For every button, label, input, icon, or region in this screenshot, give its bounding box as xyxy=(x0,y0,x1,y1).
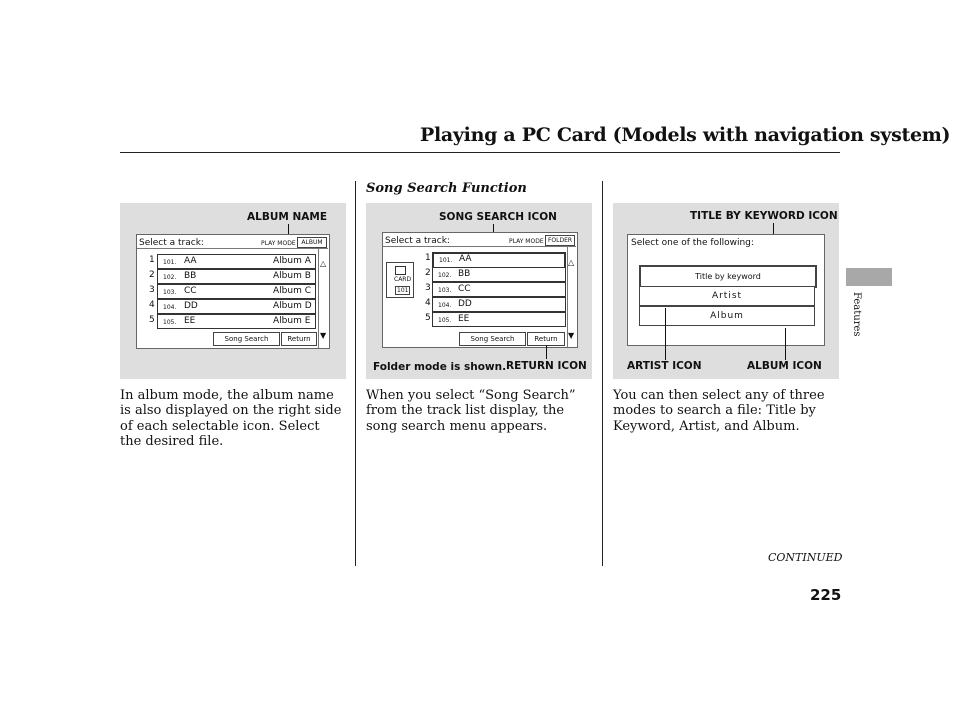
album-name: Album D xyxy=(273,301,312,311)
play-mode-folder-button[interactable]: FOLDER xyxy=(545,235,575,246)
card-label: CARD xyxy=(394,276,412,283)
title-by-keyword-option[interactable]: Title by keyword xyxy=(639,265,817,288)
scroll-down-icon[interactable]: ▼ xyxy=(568,331,575,340)
row-number: 3 xyxy=(425,283,431,293)
track-list-screen xyxy=(136,234,330,349)
row-number: 2 xyxy=(425,268,431,278)
track-row[interactable] xyxy=(157,314,316,329)
track-name: CC xyxy=(184,286,197,296)
track-code: 102. xyxy=(163,274,177,281)
track-code: 101. xyxy=(163,259,177,266)
track-row[interactable] xyxy=(157,269,316,284)
select-track-prompt: Select a track: xyxy=(139,238,204,248)
return-icon-callout: RETURN ICON xyxy=(506,360,587,372)
row-number: 1 xyxy=(149,255,155,265)
features-side-tab xyxy=(846,268,892,286)
features-side-label: Features xyxy=(851,292,862,337)
song-search-icon-callout: SONG SEARCH ICON xyxy=(439,211,557,223)
folder-mode-note: Folder mode is shown. xyxy=(373,361,507,373)
return-button[interactable]: Return xyxy=(527,332,565,346)
scroll-down-icon[interactable]: ▼ xyxy=(320,331,327,340)
track-row[interactable] xyxy=(432,267,566,282)
continued-note: CONTINUED xyxy=(768,551,843,564)
row-number: 5 xyxy=(149,315,155,325)
artist-icon-arrow xyxy=(665,308,666,360)
header-rule xyxy=(137,248,328,249)
column-divider-left xyxy=(355,181,356,566)
track-name: EE xyxy=(184,316,196,326)
scrollbar-track xyxy=(318,248,319,348)
title-divider xyxy=(120,152,840,153)
artist-icon-callout: ARTIST ICON xyxy=(627,360,702,372)
play-mode-label: PLAY MODE xyxy=(509,238,544,245)
track-code: 104. xyxy=(163,304,177,311)
album-mode-figure xyxy=(120,203,346,379)
album-icon-callout: ALBUM ICON xyxy=(747,360,822,372)
track-name: AA xyxy=(459,254,472,264)
row-number: 2 xyxy=(149,270,155,280)
track-code: 105. xyxy=(438,317,452,324)
folder-track-screen xyxy=(382,232,578,348)
select-option-prompt: Select one of the following: xyxy=(631,238,754,248)
track-row[interactable] xyxy=(157,254,316,269)
track-code: 105. xyxy=(163,319,177,326)
album-name-callout: ALBUM NAME xyxy=(247,211,327,223)
row-number: 4 xyxy=(149,300,155,310)
return-button[interactable]: Return xyxy=(281,332,317,346)
song-search-button[interactable]: Song Search xyxy=(459,332,526,346)
track-name: BB xyxy=(458,269,471,279)
title-by-keyword-callout: TITLE BY KEYWORD ICON xyxy=(690,210,838,222)
scroll-up-icon[interactable]: △ xyxy=(320,259,327,268)
track-name: AA xyxy=(184,256,197,266)
section-heading: Song Search Function xyxy=(366,181,527,196)
row-number: 1 xyxy=(425,253,431,263)
track-name: EE xyxy=(458,314,470,324)
search-options-screen xyxy=(627,234,825,346)
row-number: 5 xyxy=(425,313,431,323)
track-row[interactable] xyxy=(157,299,316,314)
track-row[interactable] xyxy=(432,312,566,327)
page-title: Playing a PC Card (Models with navigation system) xyxy=(420,124,951,146)
scroll-up-icon[interactable]: △ xyxy=(568,258,575,267)
song-search-button[interactable]: Song Search xyxy=(213,332,280,346)
album-name: Album E xyxy=(273,316,311,326)
folder-card-icon[interactable] xyxy=(386,262,414,298)
track-code: 103. xyxy=(438,287,452,294)
track-code: 101. xyxy=(439,257,453,264)
play-mode-label: PLAY MODE xyxy=(261,240,296,247)
song-search-caption: When you select “Song Search” from the track list display, the song search menu appears. xyxy=(366,388,576,434)
artist-option[interactable]: Artist xyxy=(639,286,815,306)
page-number: 225 xyxy=(810,586,842,604)
album-name: Album A xyxy=(273,256,311,266)
play-mode-album-button[interactable]: ALBUM xyxy=(297,237,327,248)
track-code: 103. xyxy=(163,289,177,296)
row-number: 4 xyxy=(425,298,431,308)
track-row[interactable] xyxy=(432,282,566,297)
track-row[interactable] xyxy=(432,297,566,312)
row-number: 3 xyxy=(149,285,155,295)
track-code: 102. xyxy=(438,272,452,279)
album-mode-caption: In album mode, the album name is also displayed on the right side of each selectable icon. Select the desired file. xyxy=(120,388,342,449)
track-name: DD xyxy=(184,301,198,311)
track-row[interactable] xyxy=(157,284,316,299)
album-option[interactable]: Album xyxy=(639,306,815,326)
column-divider-right xyxy=(602,181,603,566)
song-search-figure xyxy=(366,203,592,379)
select-track-prompt: Select a track: xyxy=(385,236,450,246)
album-name: Album C xyxy=(273,286,311,296)
search-options-caption: You can then select any of three modes to search a file: Title by Keyword, Artist, and Album. xyxy=(613,388,825,434)
track-name: DD xyxy=(458,299,472,309)
search-options-figure xyxy=(613,203,839,379)
track-name: CC xyxy=(458,284,471,294)
track-code: 104. xyxy=(438,302,452,309)
return-icon-arrow xyxy=(546,345,547,359)
folder-number: 101 xyxy=(397,287,409,294)
track-name: BB xyxy=(184,271,197,281)
header-rule xyxy=(383,246,576,247)
folder-glyph xyxy=(395,266,406,275)
album-icon-arrow xyxy=(785,328,786,360)
album-name: Album B xyxy=(273,271,311,281)
